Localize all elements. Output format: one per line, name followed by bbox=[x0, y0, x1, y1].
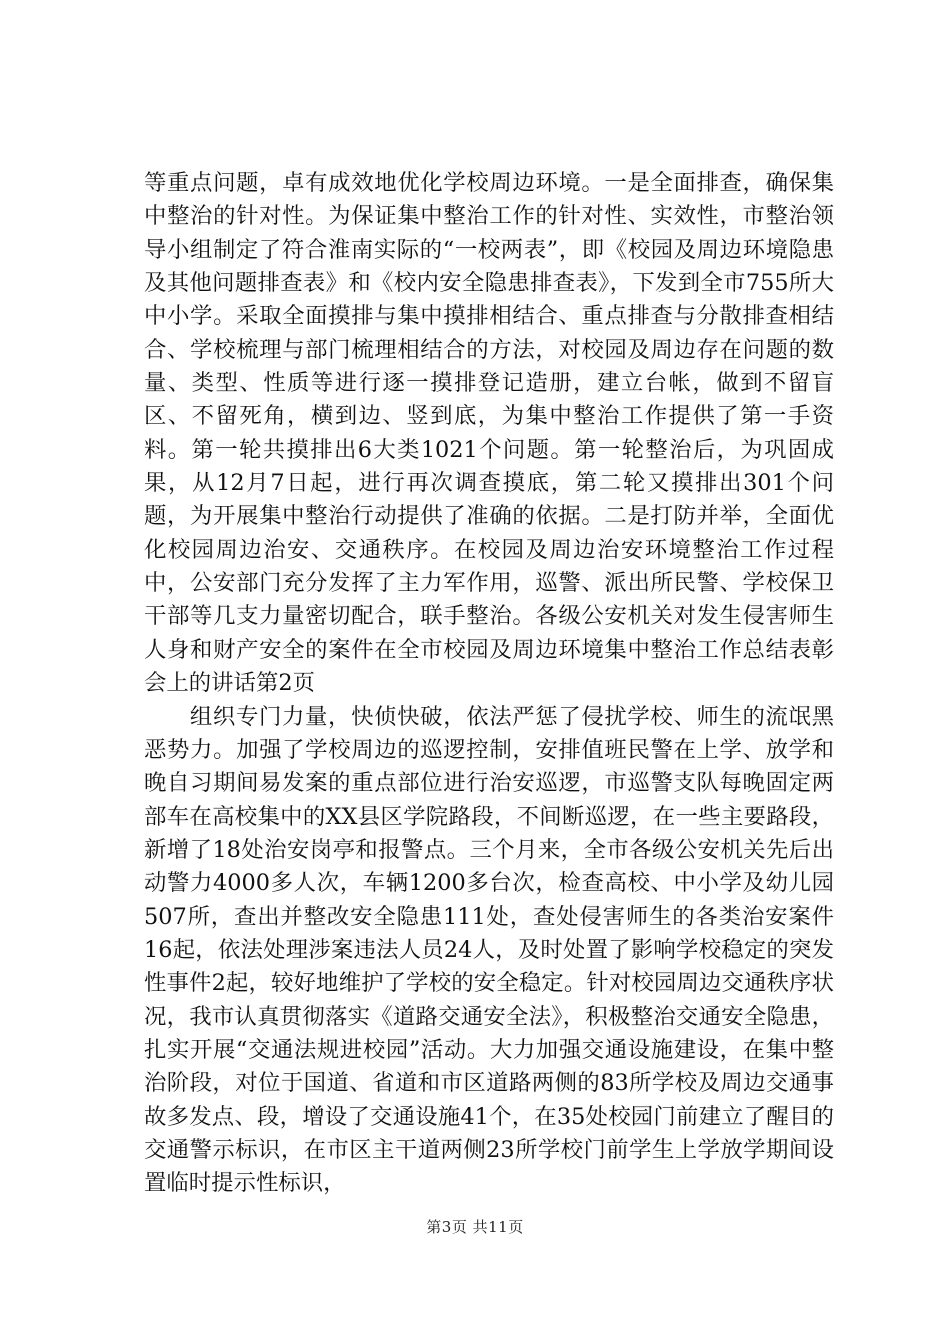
page-footer: 第3页 共11页 bbox=[426, 1218, 524, 1236]
paragraph-1: 等重点问题，卓有成效地优化学校周边环境。一是全面排查，确保集中整治的针对性。为保证集中整治工作的针对性、实效性，市整治领导小组制定了符合淮南实际的“一校两表”，即《校园及周边环境隐患及其他问题排查表》和《校内安全隐患排查表》，下发到全市755所大中小学。采取全面摸排与集中摸排相结合、重点排查与分散排查相结合、学校梳理与部门梳理相结合的方法，对校园及周边存在问题的数量、类型、性质等进行逐一摸排登记造册，建立台帐，做到不留盲区、不留死角，横到边、竖到底，为集中整治工作提供了第一手资料。第一轮共摸排出6大类1021个问题。第一轮整治后，为巩固成果，从12月7日起，进行再次调查摸底，第二轮又摸排出301个问题，为开展集中整治行动提供了准确的依据。二是打防并举，全面优化校园周边治安、交通秩序。在校园及周边治安环境整治工作过程中，公安部门充分发挥了主力军作用，巡警、派出所民警、学校保卫干部等几支力量密切配合，联手整治。各级公安机关对发生侵害师生人身和财产安全的案件在全市校园及周边环境集中整治工作总结表彰会上的讲话第2页 bbox=[144, 170, 834, 697]
paragraph-2: 组织专门力量，快侦快破，依法严惩了侵扰学校、师生的流氓黑恶势力。加强了学校周边的巡逻控制，安排值班民警在上学、放学和晚自习期间易发案的重点部位进行治安巡逻，市巡警支队每晚固定两部车在高校集中的XX县区学院路段，不间断巡逻，在一些主要路段，新增了18处治安岗亭和报警点。三个月来，全市各级公安机关先后出动警力4000多人次，车辆1200多台次，检查高校、中小学及幼儿园507所，查出并整改安全隐患111处，查处侵害师生的各类治安案件16起，依法处理涉案违法人员24人，及时处置了影响学校稳定的突发性事件2起，较好地维护了学校的安全稳定。针对校园周边交通秩序状况，我市认真贯彻落实《道路交通安全法》，积极整治交通安全隐患，扎实开展“交通法规进校园”活动。大力加强交通设施建设，在集中整治阶段，对位于国道、省道和市区道路两侧的83所学校及周边交通事故多发点、段，增设了交通设施41个，在35处校园门前建立了醒目的交通警示标识，在市区主干道两侧23所学校门前学生上学放学期间设置临时提示性标识， bbox=[144, 703, 834, 1197]
document-body bbox=[144, 167, 834, 1201]
